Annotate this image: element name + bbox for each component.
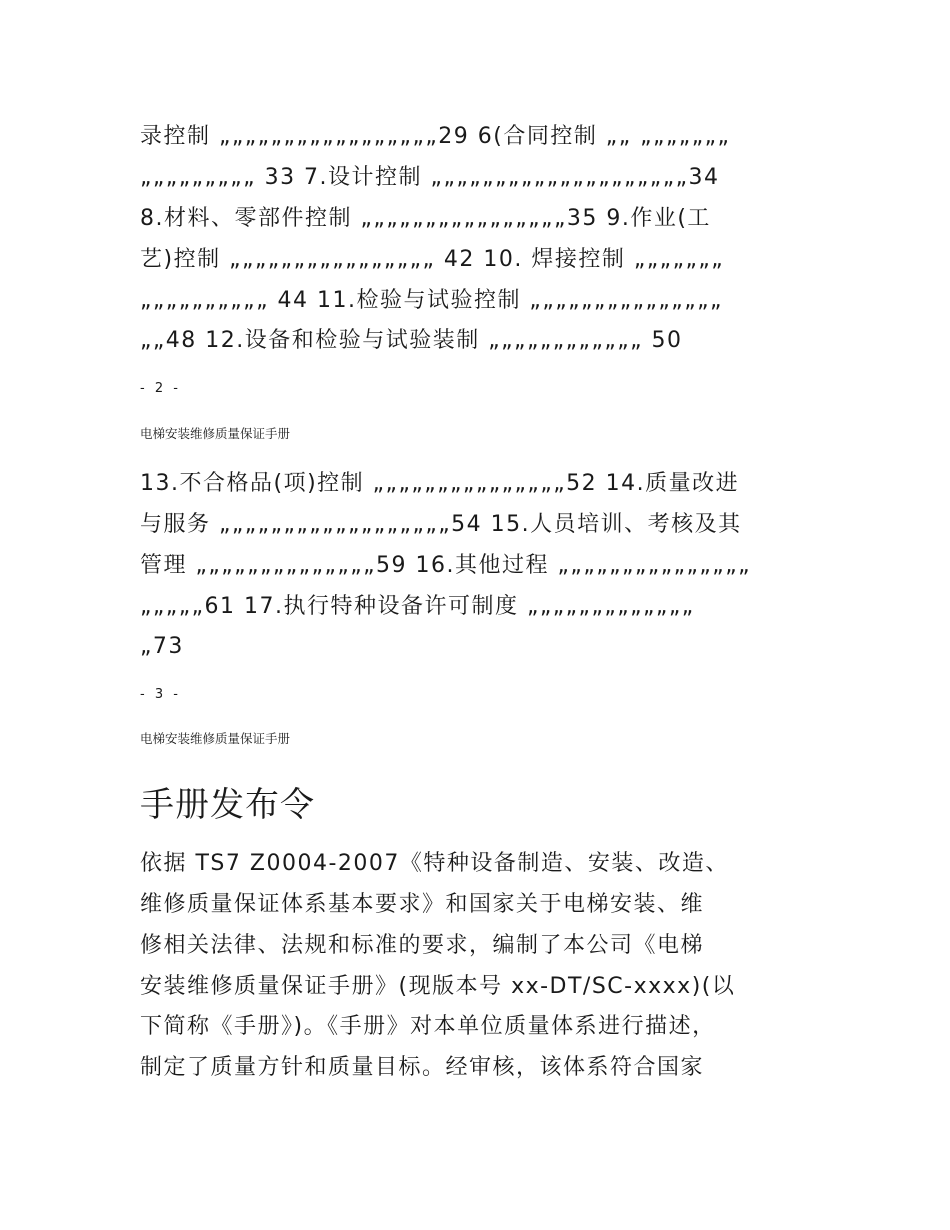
running-head: 电梯安装维修质量保证手册 (140, 731, 291, 746)
toc-line: „„48 12.设备和检验与试验装制 „„„„„„„„„„„„ 50 (140, 328, 683, 353)
running-head: 电梯安装维修质量保证手册 (140, 426, 291, 441)
page-number: - 3 - (140, 687, 181, 702)
toc-line: 13.不合格品(项)控制 „„„„„„„„„„„„„„„52 14.质量改进 (140, 471, 740, 496)
body-line: 安装维修质量保证手册》(现版本号 xx-DT/SC-xxxx)(以 (140, 974, 736, 999)
toc-line: „73 (140, 634, 184, 659)
toc-line: „„„„„„„„„„ 44 11.检验与试验控制 „„„„„„„„„„„„„„„ (140, 288, 723, 313)
body-line: 修相关法律、法规和标准的要求，编制了本公司《电梯 (140, 933, 705, 958)
page-number: - 2 - (140, 381, 181, 396)
toc-line: „„„„„61 17.执行特种设备许可制度 „„„„„„„„„„„„„ (140, 594, 695, 619)
body-line: 下简称《手册》)。《手册》对本单位质量体系进行描述， (140, 1014, 716, 1039)
section-title: 手册发布令 (140, 785, 315, 825)
toc-line: 管理 „„„„„„„„„„„„„„59 16.其他过程 „„„„„„„„„„„„„„„ (140, 553, 751, 578)
toc-line: 艺)控制 „„„„„„„„„„„„„„„„ 42 10. 焊接控制 „„„„„„„ (140, 247, 725, 272)
body-line: 依据 TS7 Z0004-2007《特种设备制造、安装、改造、 (140, 851, 729, 876)
toc-line: 录控制 „„„„„„„„„„„„„„„„„29 6(合同控制 „„ „„„„„„„ (140, 124, 731, 149)
toc-line: „„„„„„„„„ 33 7.设计控制 „„„„„„„„„„„„„„„„„„„„34 (140, 165, 720, 190)
toc-line: 8.材料、零部件控制 „„„„„„„„„„„„„„„„35 9.作业(工 (140, 206, 711, 231)
body-line: 维修质量保证体系基本要求》和国家关于电梯安装、维 (140, 892, 705, 917)
toc-line: 与服务 „„„„„„„„„„„„„„„„„„54 15.人员培训、考核及其 (140, 512, 742, 537)
body-line: 制定了质量方针和质量目标。经审核，该体系符合国家 (140, 1055, 705, 1080)
